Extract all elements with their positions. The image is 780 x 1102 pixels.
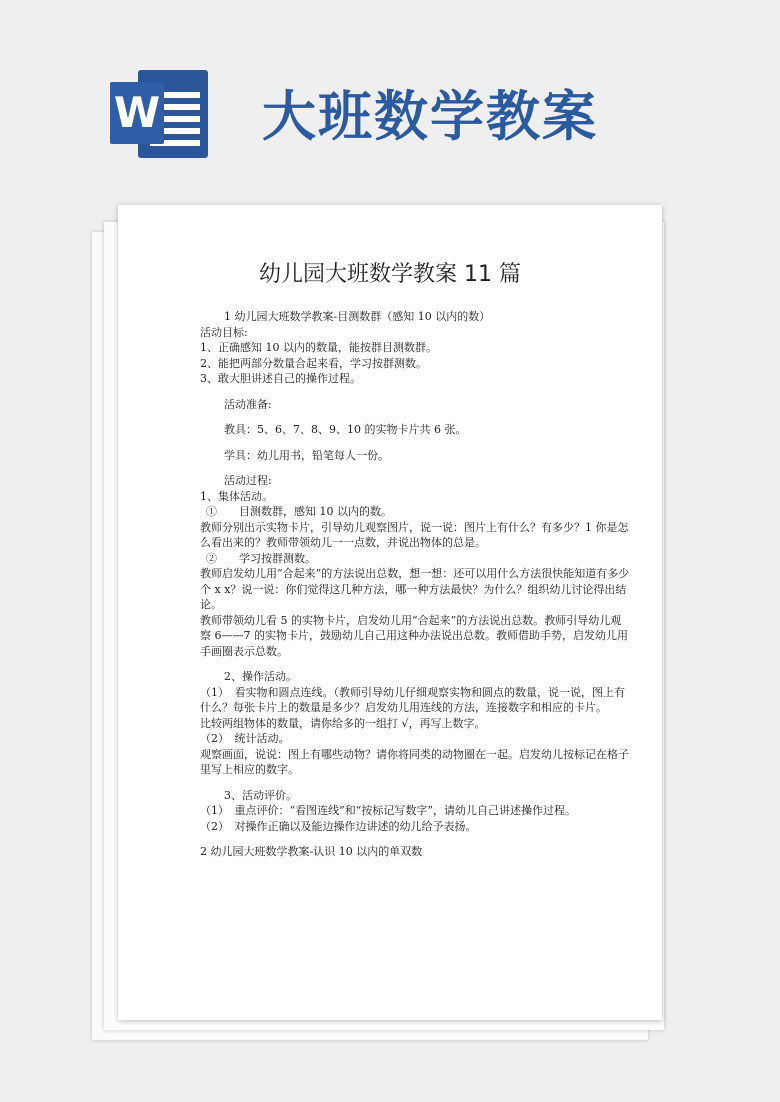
- paragraph: 教师启发幼儿用“合起来”的方法说出总数，想一想：还可以用什么方法很快能知道有多少个 x x？说一说：你们觉得这几种方法，哪一种方法最快？为什么？组织幼儿讨论得出结论。: [200, 567, 630, 611]
- document-page: [118, 205, 662, 1020]
- section-heading: 1 幼儿园大班数学教案-目测数群（感知 10 以内的数）: [224, 310, 491, 323]
- paragraph: 教师分别出示实物卡片，引导幼儿观察图片，说一说：图片上有什么？有多少？1 你是怎么看出来的？教师带领幼儿一一点数，并说出物体的总是。: [200, 520, 629, 549]
- paragraph: ① 目测数群，感知 10 以内的数。: [206, 505, 392, 518]
- paragraph: （1） 重点评价：“看图连线”和“按标记写数字”，请幼儿自己讲述操作过程。: [200, 804, 576, 817]
- banner-title: 大班数学教案: [262, 85, 598, 148]
- word-letter-badge: W: [110, 82, 164, 144]
- paragraph: （2） 对操作正确以及能边操作边讲述的幼儿给予表扬。: [200, 819, 477, 833]
- paragraph: ② 学习按群测数。: [206, 551, 316, 565]
- paragraph: 观察画面，说说：图上有哪些动物？请你将同类的动物圈在一起。启发幼儿按标记在格子里写上相应的数字。: [200, 747, 629, 776]
- paragraph: 2、能把两部分数量合起来看，学习按群测数。: [200, 356, 427, 370]
- paragraph: 1、正确感知 10 以内的数量，能按群目测数群。: [200, 341, 437, 354]
- paragraph: （1） 看实物和圆点连线。（教师引导幼儿仔细观察实物和圆点的数量，说一说，图上有什么？每张卡片上的数量是多少？启发幼儿用连线的方法，连接数字和相应的卡片。: [200, 685, 625, 714]
- paragraph: 教具：5、6、7、8、9、10 的实物卡片共 6 张。: [224, 423, 467, 436]
- paragraph: 1、集体活动。: [200, 489, 273, 503]
- paragraph: 比较两组物体的数量，请你给多的一组打 √，再写上数字。: [200, 716, 486, 730]
- document-title: 幼儿园大班数学教案 11 篇: [259, 262, 521, 287]
- header: [0, 0, 780, 190]
- paragraph: 2、操作活动。: [224, 670, 297, 683]
- paragraph: 活动目标:: [200, 325, 248, 339]
- word-app-icon: [110, 70, 210, 158]
- paragraph: 教师带领幼儿看 5 的实物卡片，启发幼儿用“合起来”的方法说出总数。教师引导幼儿观察 6——7 的实物卡片，鼓励幼儿自己用这种办法说出总数。教师借助手势，启发幼儿用手画圈表示总数。: [200, 613, 628, 658]
- document-body: [200, 309, 630, 860]
- paragraph: 学具：幼儿用书，铅笔每人一份。: [224, 448, 389, 462]
- section-heading: 2 幼儿园大班数学教案-认识 10 以内的单双数: [200, 845, 423, 858]
- paragraph: （2） 统计活动。: [200, 732, 290, 745]
- paragraph: 活动过程:: [224, 474, 272, 487]
- paragraph: 活动准备:: [224, 397, 272, 411]
- paragraph: 3、活动评价。: [224, 788, 297, 802]
- paragraph: 3、敢大胆讲述自己的操作过程。: [200, 372, 361, 385]
